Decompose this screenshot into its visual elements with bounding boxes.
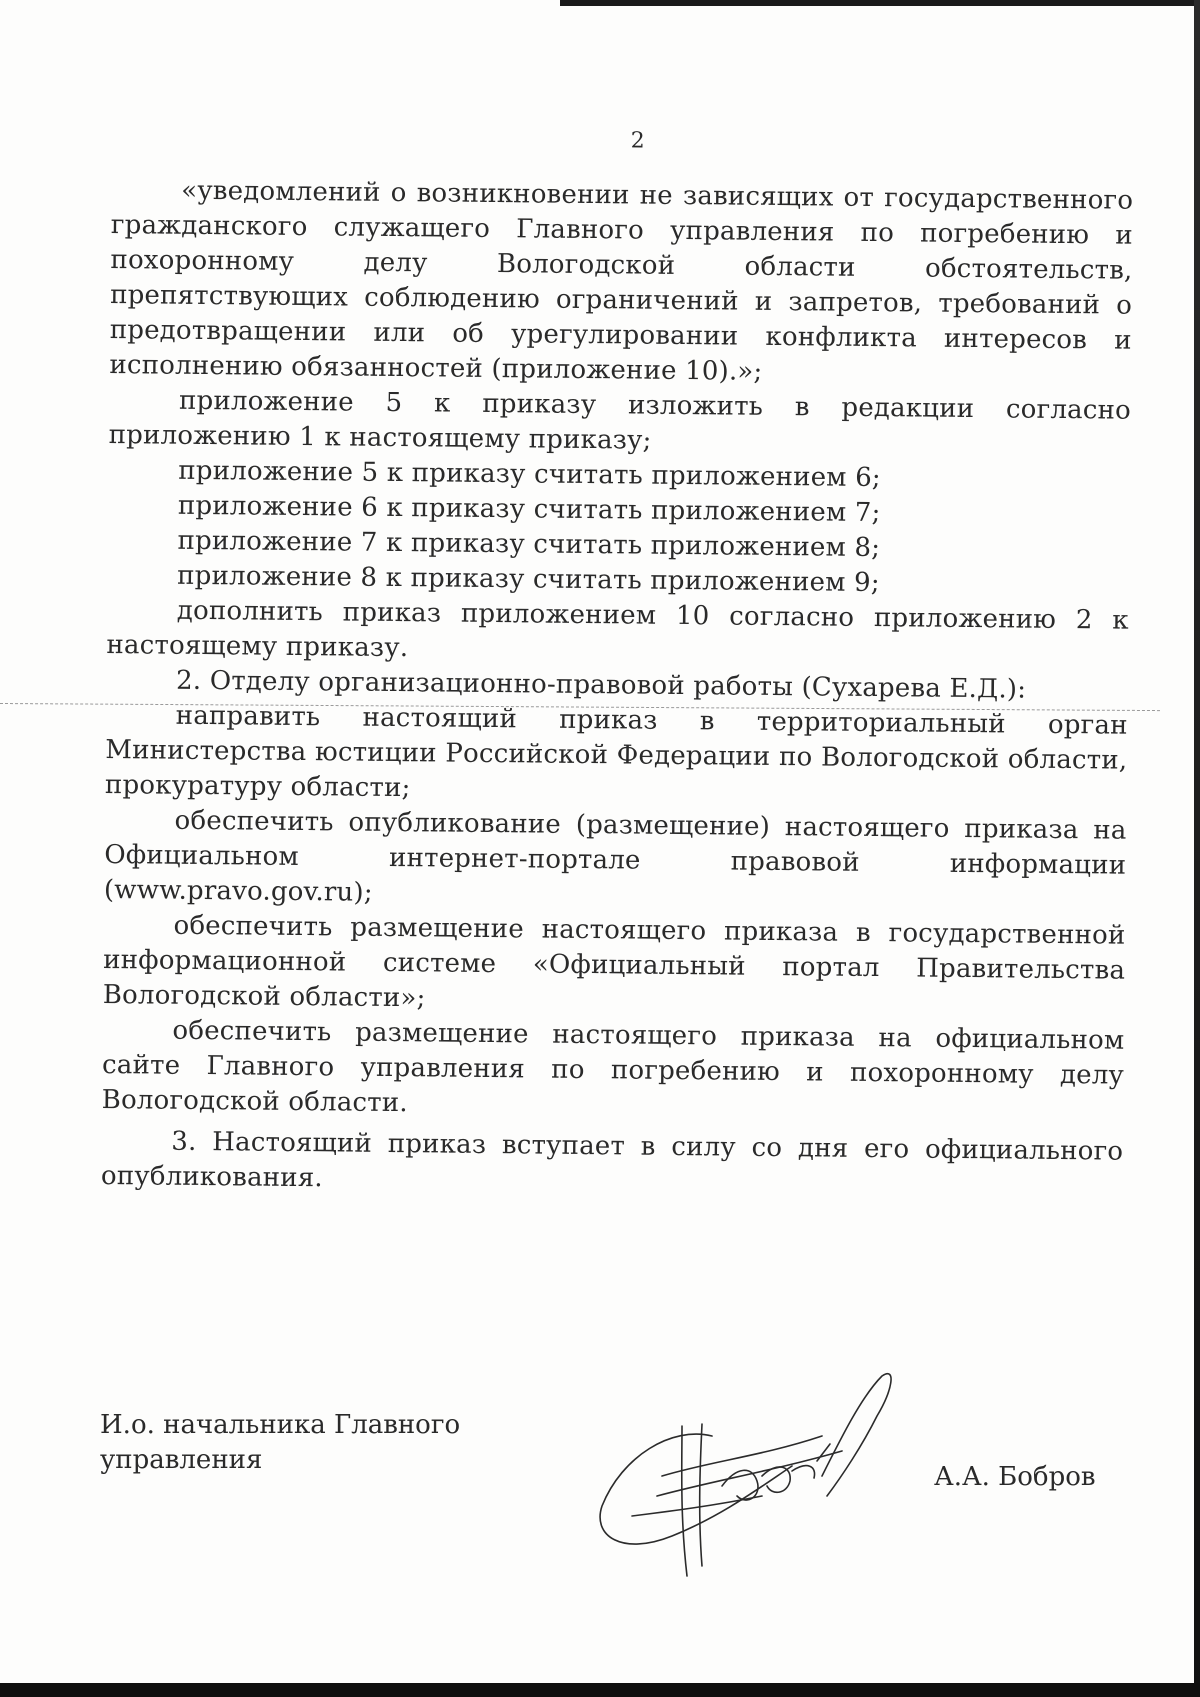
paragraph-item-3-effective: 3. Настоящий приказ вступает в силу со дня его официального опубликования. bbox=[100, 1126, 1124, 1194]
line-appendix-5-renumber: приложение 5 к приказу считать приложением 6; bbox=[178, 455, 882, 494]
line-appendix-6-renumber: приложение 6 к приказу считать приложением 7; bbox=[177, 490, 881, 529]
paragraph-publish-gov-portal: обеспечить размещение настоящего приказа в государственной информационной системе «Официальный портал Правительства Вологодской области»; bbox=[102, 910, 1126, 1014]
line-appendix-8-renumber: приложение 8 к приказу считать приложением 9; bbox=[177, 560, 880, 599]
paragraph-publish-official-site: обеспечить размещение настоящего приказа на официальном сайте Главного управления по погребению и похоронному делу Вологодской области. bbox=[101, 1015, 1125, 1119]
paragraph-notification-clause: «уведомлений о возникновении не зависящих от государственного гражданского служащего Главного управления по погребению и похоронному делу Вологодской области обстоятельств, препятствующих соблюдению ограничений и запретов, требований о предотвращении или об урегулировании конфликта интересов и исполнению обязанностей (приложение 10).»; bbox=[109, 175, 1134, 387]
scan-edge-top bbox=[560, 0, 1200, 6]
scan-edge-bottom bbox=[0, 1683, 1200, 1697]
scan-edge-right bbox=[1194, 0, 1200, 1697]
document-body bbox=[101, 118, 1134, 1205]
paragraph-item-2-department: 2. Отделу организационно-правовой работы (Сухарева Е.Д.): bbox=[175, 665, 1027, 705]
paragraph-appendix-5-edit: приложение 5 к приказу изложить в редакции согласно приложению 1 к настоящему приказу; bbox=[108, 385, 1132, 456]
signatory-position bbox=[100, 1408, 520, 1478]
paragraph-send-to-ministry: направить настоящий приказ в территориальный орган Министерства юстиции Российской Федерации по Вологодской области, прокуратуру области; bbox=[104, 700, 1128, 804]
handwritten-signature bbox=[562, 1366, 902, 1586]
paragraph-publish-pravo: обеспечить опубликование (размещение) настоящего приказа на Официальном интернет-портале правовой информации (www.pravo.gov.ru); bbox=[103, 805, 1127, 908]
signatory-name: А.А. Бобров bbox=[934, 1462, 1096, 1492]
signature-block bbox=[100, 1408, 1110, 1588]
signatory-position-line1: И.о. начальника Главного bbox=[100, 1410, 461, 1440]
signatory-position-line2: управления bbox=[100, 1445, 263, 1475]
line-appendix-7-renumber: приложение 7 к приказу считать приложением 8; bbox=[177, 525, 881, 564]
paragraph-add-appendix-10: дополнить приказ приложением 10 согласно приложению 2 к настоящему приказу. bbox=[106, 595, 1129, 664]
page-number: 2 bbox=[630, 128, 646, 154]
